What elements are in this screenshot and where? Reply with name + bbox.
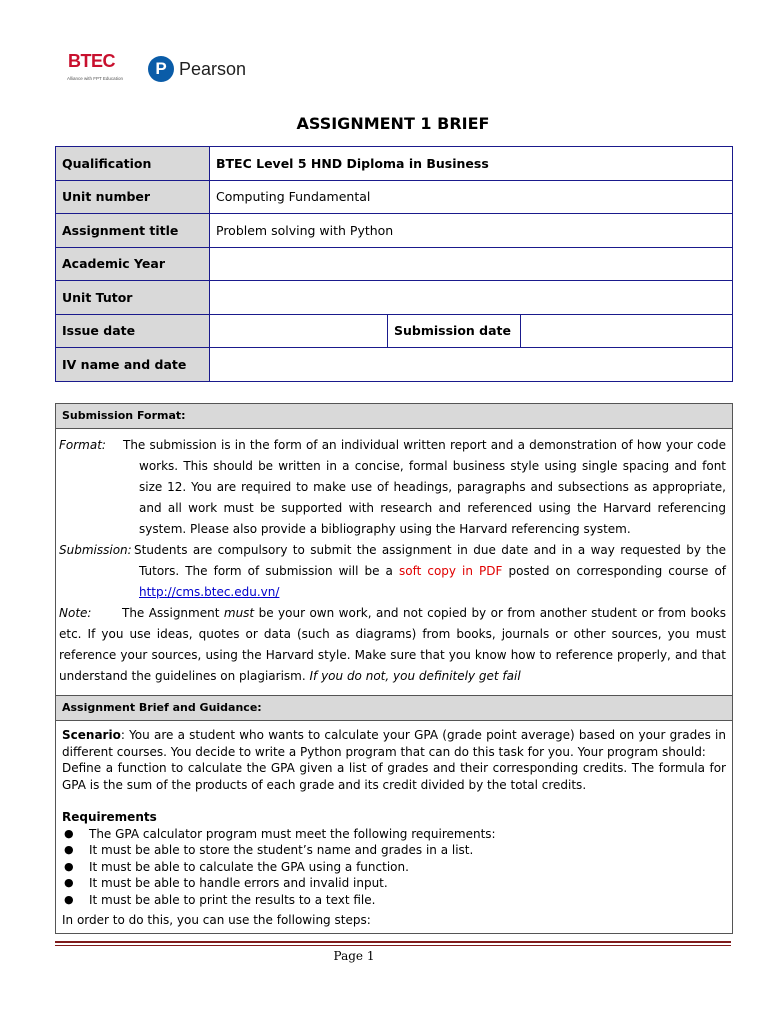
table-row [56,247,733,281]
list-item: ● It must be able to handle errors and invalid input. [62,875,726,892]
scenario-text: : You are a student who wants to calculate your GPA (grade point average) based on your grades in different courses. You decide to write a Python program that can do this task for you. Your program should: [62,728,726,759]
qualification-value: BTEC Level 5 HND Diploma in Business [210,147,733,181]
note-must: must [223,606,255,620]
unit-tutor-value [210,281,733,315]
document-title: ASSIGNMENT 1 BRIEF [296,114,490,133]
pearson-mark-icon: P [148,56,174,82]
table-row [56,147,733,181]
soft-copy-highlight: soft copy in PDF [398,564,503,578]
cms-link[interactable]: http://cms.btec.edu.vn/ [139,585,280,599]
note-label: Note: [59,606,92,620]
footer-rule-thin [55,945,731,946]
btec-logo [60,47,140,91]
unit-tutor-label: Unit Tutor [56,281,210,315]
guidance-header: Assignment Brief and Guidance: [56,695,732,721]
table-row [56,348,733,382]
format-paragraph [59,435,726,540]
submission-label: Submission: [59,543,132,557]
submission-date-value [521,314,733,348]
steps-intro: In order to do this, you can use the following steps: [62,913,371,927]
academic-year-value [210,247,733,281]
format-text: The submission is in the form of an individual written report and a demonstration of how your code works. This should be written in a concise, formal business style using single spacing and font size 12. You are required to make use of headings, paragraphs and subsections as appropriate, and all work must be supported with research and referenced using the Harvard referencing system. Please also provide a bibliography using the Harvard referencing system. [123,438,726,536]
assignment-title-value: Problem solving with Python [210,214,733,248]
submission-format-header: Submission Format: [56,404,732,429]
table-row [56,180,733,214]
submission-format-section [55,403,733,934]
define-paragraph: Define a function to calculate the GPA given a list of grades and their corresponding credits. The formula for GPA is the sum of the products of each grade and its credit divided by the total credits. [62,761,726,792]
unit-number-value: Computing Fundamental [210,180,733,214]
academic-year-label: Academic Year [56,247,210,281]
page-number: Page 1 [333,949,375,963]
scenario-label: Scenario [62,728,121,742]
requirements-title: Requirements [62,810,157,824]
table-row [56,314,733,348]
unit-number-label: Unit number [56,180,210,214]
table-row [56,281,733,315]
btec-logo-text: BTEC [68,51,115,71]
logo-area [60,46,254,92]
submission-date-label: Submission date [388,314,521,348]
note-text-part: be your own work, and not copied by or from another student or from books etc. If you use ideas, quotes or data (such as diagrams) from books, journals or other sources, you must reference your sources, using the Harvard style. Make sure that you know how to reference properly, and that understand the guidelines on plagiarism. [59,606,726,683]
note-fail-warning: If you do not, you definitely get fail [309,669,521,683]
btec-tagline: Alliance with FPT Education [67,76,123,81]
pearson-logo [148,56,246,82]
list-item: ● It must be able to store the student’s name and grades in a list. [62,842,726,859]
footer-rule [55,941,731,943]
list-item: ● It must be able to print the results to a text file. [62,892,726,909]
requirements-list [62,826,726,909]
iv-label: IV name and date [56,348,210,382]
submission-text [134,540,726,603]
iv-value [210,348,733,382]
assignment-title-label: Assignment title [56,214,210,248]
format-label: Format: [59,438,106,452]
submission-text-part: Students are compulsory to submit the assignment in due date and in a way requested by the Tutors. The form of submission will be a [134,543,726,578]
qualification-label: Qualification [56,147,210,181]
list-item: ● It must be able to calculate the GPA using a function. [62,859,726,876]
issue-date-value [210,314,388,348]
table-row [56,214,733,248]
scenario-paragraph [62,727,726,760]
pearson-logo-text: Pearson [179,58,247,79]
note-paragraph [59,603,726,687]
submission-text-part: posted on corresponding course of [502,564,727,578]
assignment-info-table [55,146,733,382]
submission-paragraph [59,540,726,603]
note-text-part: The Assignment [122,606,224,620]
issue-date-label: Issue date [56,314,210,348]
guidance-body [56,721,732,933]
list-item: ● The GPA calculator program must meet the following requirements: [62,826,726,843]
